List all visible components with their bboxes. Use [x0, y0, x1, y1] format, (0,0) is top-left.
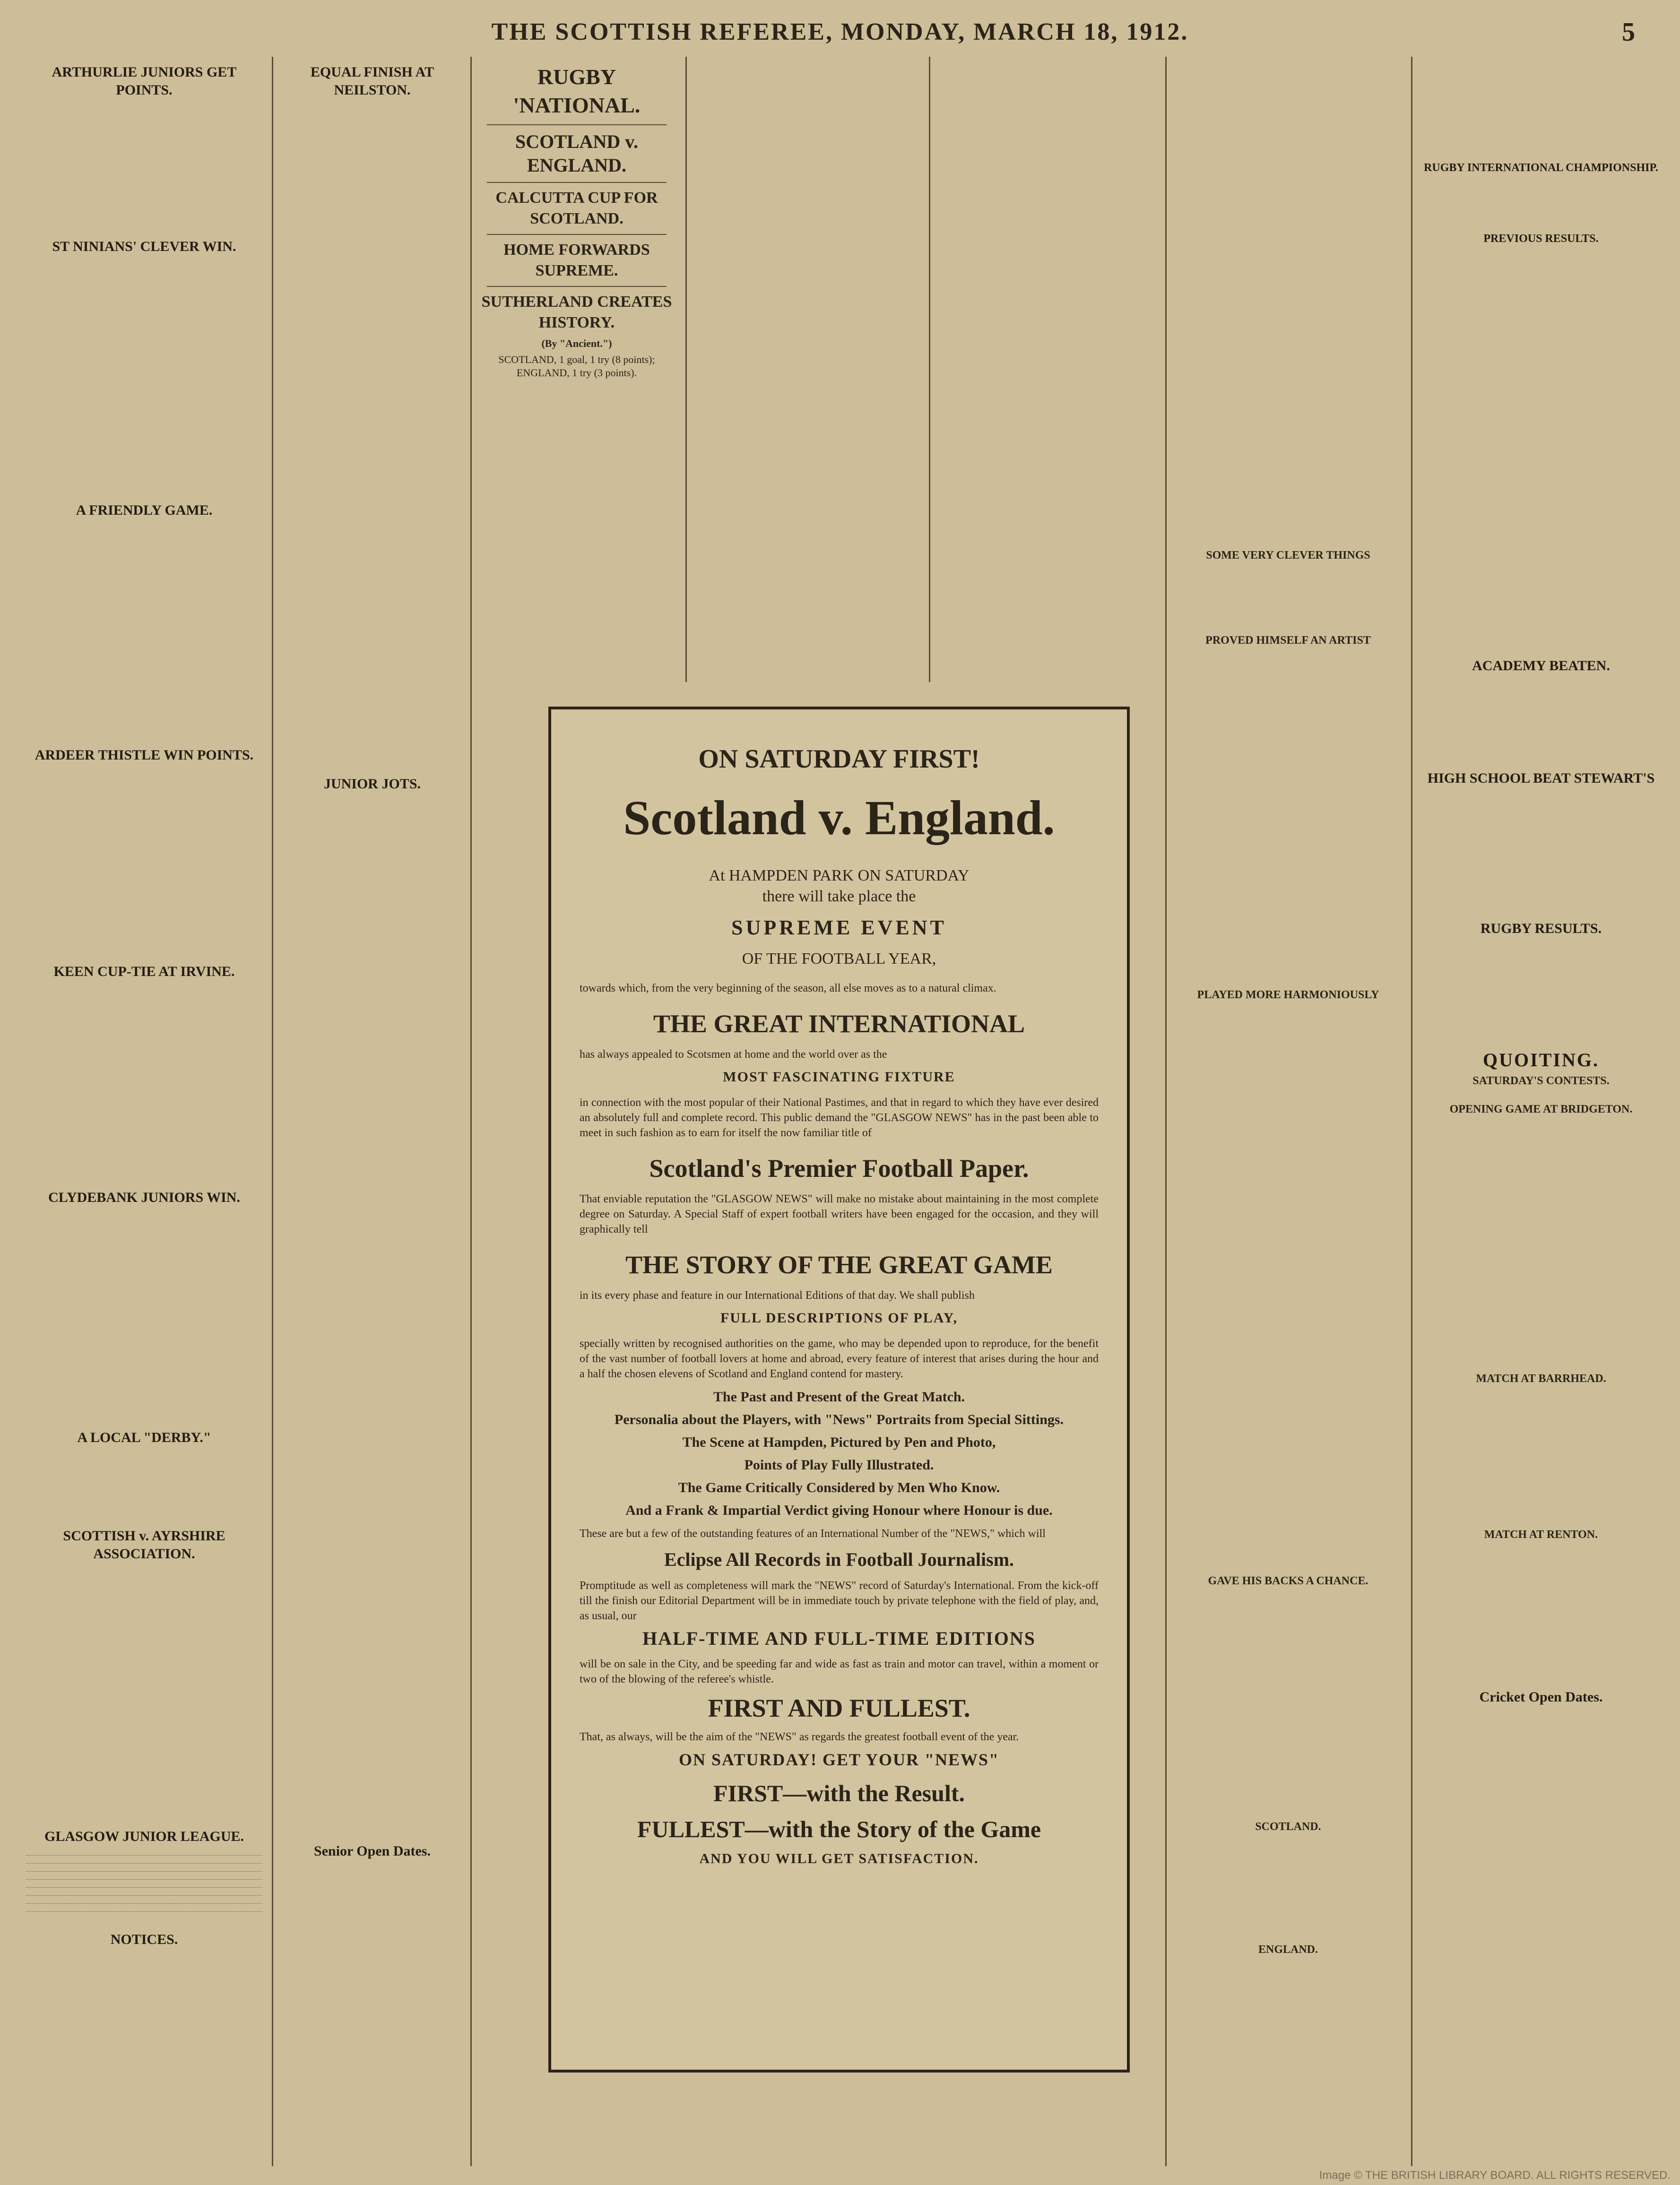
headline: ARDEER THISTLE WIN POINTS. — [35, 747, 254, 763]
rugby-forwards: HOME FORWARDS SUPREME. — [503, 241, 650, 279]
glasgow-news-advert — [548, 707, 1130, 2073]
headline: GLASGOW JUNIOR LEAGUE. — [44, 1829, 244, 1844]
rugby-score: SCOTLAND, 1 goal, 1 try (8 points); ENGLAND, 1 try (3 points). — [498, 354, 655, 379]
advert-heading: THE GREAT INTERNATIONAL — [653, 1010, 1025, 1038]
advert-paragraph: has always appealed to Scotsmen at home and the world over as the — [580, 1048, 887, 1061]
masthead-title: THE SCOTTISH REFEREE, MONDAY, MARCH 18, 1912. — [491, 18, 1189, 45]
headline: Cricket Open Dates. — [1479, 1689, 1603, 1705]
column-rule — [929, 57, 930, 682]
subheading: PROVED HIMSELF AN ARTIST — [1205, 634, 1371, 647]
advert-paragraph: in its every phase and feature in our International Editions of that day. We shall publish — [580, 1289, 975, 1302]
advert-feature: The Past and Present of the Great Match. — [713, 1389, 965, 1405]
column-rule — [1165, 57, 1167, 2166]
headline: RUGBY INTERNATIONAL CHAMPIONSHIP. — [1424, 162, 1658, 174]
rugby-byline: (By "Ancient.") — [541, 337, 612, 349]
headline: EQUAL FINISH AT NEILSTON. — [310, 64, 434, 98]
advert-feature: The Scene at Hampden, Pictured by Pen and Photo, — [682, 1434, 996, 1450]
headline: Senior Open Dates. — [314, 1843, 431, 1859]
advert-paragraph: That, as always, will be the aim of the "NEWS" as regards the greatest football event of the year. — [580, 1731, 1019, 1743]
advert-feature: Personalia about the Players, with "News" Portraits from Special Sittings. — [614, 1412, 1064, 1427]
headline: ARTHURLIE JUNIORS GET POINTS. — [52, 64, 237, 98]
headline: JUNIOR JOTS. — [323, 776, 421, 792]
advert-paragraph: will be on sale in the City, and be speeding far and wide as fast as train and motor can travel, within a moment or two of the blowing of the referee's whistle. — [580, 1658, 1099, 1685]
headline: HIGH SCHOOL BEAT STEWART'S — [1427, 770, 1655, 786]
advert-line: ON SATURDAY FIRST! — [698, 744, 980, 774]
subheading: PLAYED MORE HARMONIOUSLY — [1197, 989, 1379, 1001]
column-rule — [1411, 57, 1412, 2166]
subheading: SOME VERY CLEVER THINGS — [1206, 549, 1370, 561]
headline: ACADEMY BEATEN. — [1472, 658, 1610, 674]
advert-line: AND YOU WILL GET SATISFACTION. — [699, 1851, 979, 1866]
rugby-title: RUGBY 'NATIONAL. — [513, 65, 641, 117]
advert-line: HALF-TIME AND FULL-TIME EDITIONS — [642, 1628, 1036, 1649]
subheading: OPENING GAME AT BRIDGETON. — [1449, 1103, 1633, 1115]
advert-paragraph: These are but a few of the outstanding features of an International Number of the "NEWS," which will — [580, 1528, 1046, 1540]
rugby-history: SUTHERLAND CREATES HISTORY. — [481, 293, 672, 331]
page-number: 5 — [1622, 17, 1635, 47]
advert-feature: And a Frank & Impartial Verdict giving Honour where Honour is due. — [625, 1503, 1053, 1518]
advert-feature: Eclipse All Records in Football Journalism. — [664, 1549, 1014, 1570]
rugby-cup: CALCUTTA CUP FOR SCOTLAND. — [495, 189, 658, 227]
article-body — [26, 103, 262, 115]
headline: RUGBY RESULTS. — [1480, 921, 1602, 936]
advert-paragraph: Promptitude as well as completeness will mark the "NEWS" record of Saturday's International. From the kick-off till the finish our Editorial Department will be in immediate touch by private telephone with the field of play, and, as usual, our — [580, 1580, 1099, 1622]
advert-line: MOST FASCINATING FIXTURE — [723, 1069, 955, 1085]
headline: PREVIOUS RESULTS. — [1483, 233, 1599, 245]
subheading: SCOTLAND. — [1255, 1821, 1321, 1833]
column-mid-right — [1170, 57, 1406, 2166]
headline: SCOTTISH v. AYRSHIRE ASSOCIATION. — [63, 1528, 225, 1562]
advert-heading: Scotland's Premier Football Paper. — [649, 1154, 1029, 1183]
advert-line: At HAMPDEN PARK ON SATURDAY — [709, 867, 970, 884]
subheading: MATCH AT BARRHEAD. — [1476, 1373, 1606, 1385]
subheading: SATURDAY'S CONTESTS. — [1472, 1075, 1610, 1087]
advert-line: there will take place the — [762, 888, 916, 905]
headline: QUOITING. — [1483, 1049, 1599, 1071]
subheading: ENGLAND. — [1258, 1943, 1318, 1956]
advert-line: OF THE FOOTBALL YEAR, — [742, 950, 936, 967]
column-1 — [26, 57, 262, 2166]
column-rule — [272, 57, 273, 2166]
advert-feature: Points of Play Fully Illustrated. — [744, 1457, 934, 1473]
subheading: GAVE HIS BACKS A CHANCE. — [1208, 1575, 1368, 1587]
advert-line: SUPREME EVENT — [731, 916, 947, 939]
column-2 — [279, 57, 466, 2166]
column-rule — [685, 57, 687, 682]
advert-line: FULL DESCRIPTIONS OF PLAY, — [720, 1310, 958, 1326]
subheading: MATCH AT RENTON. — [1484, 1529, 1598, 1541]
headline: A LOCAL "DERBY." — [77, 1430, 211, 1445]
image-credit: Image © THE BRITISH LIBRARY BOARD. ALL RIGHTS RESERVED. — [1319, 2169, 1671, 2182]
advert-paragraph: in connection with the most popular of their National Pastimes, and that in regard to which they have ever desired an absolutely full and complete record. This public demand the "GLASGOW NEWS" has in the past been able to meet in such fashion as to earn for itself the now familiar title of — [580, 1097, 1099, 1139]
advert-headline: Scotland v. England. — [623, 791, 1055, 845]
advert-line: FULLEST—with the Story of the Game — [637, 1816, 1041, 1842]
rugby-national-header — [473, 59, 681, 379]
headline: CLYDEBANK JUNIORS WIN. — [48, 1190, 240, 1205]
advert-paragraph: That enviable reputation the "GLASGOW NEWS" will make no mistake about maintaining in the most complete degree on Saturday. A Special Staff of expert football writers have been engaged for the occasion, and they will graphically tell — [580, 1193, 1099, 1235]
advert-paragraph: specially written by recognised authorities on the game, who may be depended upon to reproduce, for the benefit of the vast number of football lovers at home and abroad, every feature of interest that arises during the hour and a half the chosen elevens of Scotland and England contend for mastery. — [580, 1338, 1099, 1380]
column-right — [1418, 57, 1664, 2166]
advert-line: ON SATURDAY! GET YOUR "NEWS" — [678, 1750, 1000, 1769]
advert-line: FIRST—with the Result. — [713, 1780, 965, 1806]
masthead — [0, 9, 1680, 56]
headline: ST NINIANS' CLEVER WIN. — [52, 239, 236, 254]
league-table — [26, 1849, 262, 1912]
headline: NOTICES. — [110, 1932, 178, 1947]
advert-heading: FIRST AND FULLEST. — [708, 1694, 970, 1722]
advert-heading: THE STORY OF THE GREAT GAME — [625, 1251, 1053, 1279]
advert-feature: The Game Critically Considered by Men Who Know. — [678, 1480, 1000, 1495]
headline: KEEN CUP-TIE AT IRVINE. — [53, 964, 235, 979]
column-rule — [470, 57, 472, 2166]
rugby-matchup: SCOTLAND v. ENGLAND. — [515, 131, 639, 176]
advert-paragraph: towards which, from the very beginning of the season, all else moves as to a natural climax. — [580, 982, 996, 994]
headline: A FRIENDLY GAME. — [76, 502, 213, 518]
